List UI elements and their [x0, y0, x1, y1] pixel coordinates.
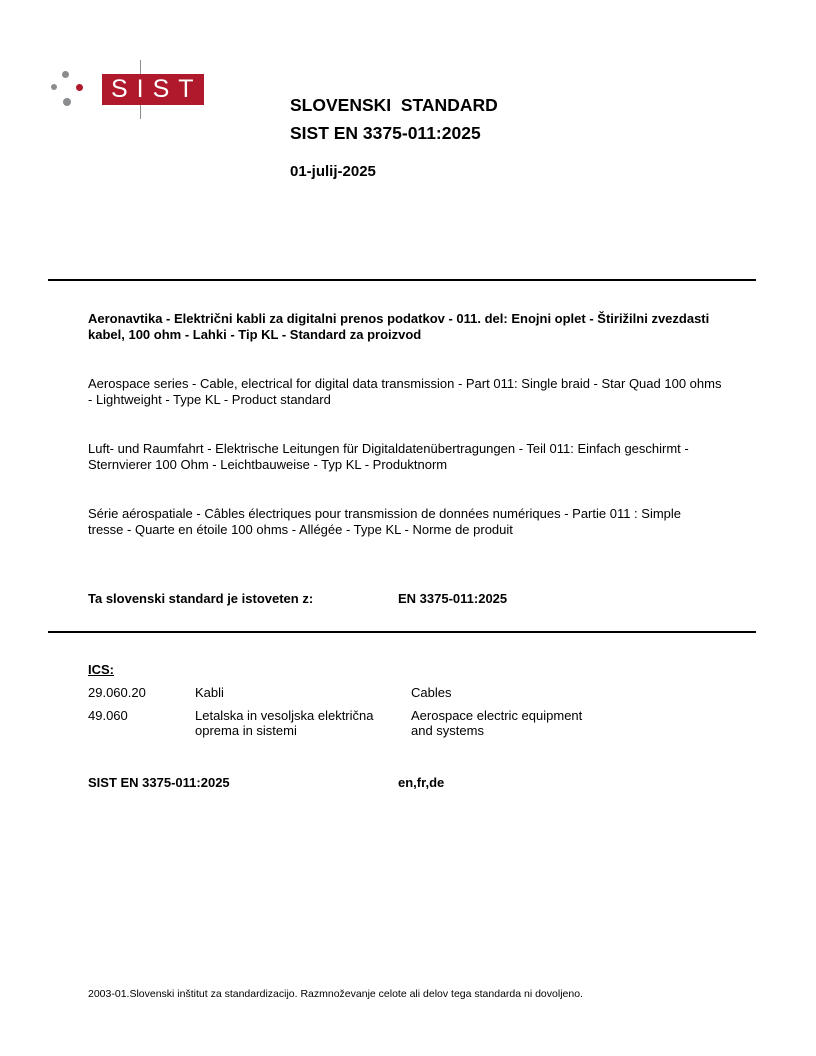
copyright-footer: 2003-01.Slovenski inštitut za standardizacijo. Razmnoževanje celote ali delov tega standarda ni dovoljeno.	[88, 988, 583, 1000]
standard-number: SIST EN 3375-011:2025	[290, 123, 481, 143]
title-english: Aerospace series - Cable, electrical for digital data transmission - Part 011: Single braid - Star Quad 100 ohms - Lightweight - Type KL - Product standard	[88, 376, 722, 407]
ics-slovenian: Letalska in vesoljska električna oprema in sistemi	[195, 708, 374, 738]
title-french: Série aérospatiale - Câbles électriques pour transmission de données numériques - Partie 011 : Simple tresse - Quarte en étoile 100 ohms - Allégée - Type KL - Norme de produit	[88, 506, 682, 537]
summary-languages: en,fr,de	[398, 775, 445, 790]
publication-date: 01-julij-2025	[290, 163, 376, 180]
title-german: Luft- und Raumfahrt - Elektrische Leitungen für Digitaldatenübertragungen - Teil 011: Einfach geschirmt - Sternvierer 100 Ohm - Leichtbauweise - Typ KL - Produktnorm	[88, 441, 689, 472]
ics-heading: ICS:	[88, 662, 114, 677]
logo-dot-icon	[62, 71, 69, 78]
identical-value: EN 3375-011:2025	[398, 591, 508, 606]
ics-code: 49.060	[88, 708, 128, 723]
logo-dot-icon	[51, 84, 57, 90]
ics-english: Cables	[411, 685, 452, 700]
standard-heading: SLOVENSKI STANDARD	[290, 95, 498, 115]
ics-code: 29.060.20	[88, 685, 146, 700]
ics-english: Aerospace electric equipment and systems	[411, 708, 583, 738]
divider	[48, 279, 756, 281]
logo-dot-icon	[63, 98, 71, 106]
logo-wordmark: SIST	[102, 74, 204, 105]
title-slovenian: Aeronavtika - Električni kabli za digitalni prenos podatkov - 011. del: Enojni oplet - Štirižilni zvezdasti kabel, 100 ohm - Lahki - Tip KL - Standard za proizvod	[88, 311, 710, 342]
identical-label: Ta slovenski standard je istoveten z:	[88, 591, 314, 606]
ics-slovenian: Kabli	[195, 685, 224, 700]
summary-number: SIST EN 3375-011:2025	[88, 775, 230, 790]
divider	[48, 631, 756, 633]
logo-dot-icon	[76, 84, 83, 91]
